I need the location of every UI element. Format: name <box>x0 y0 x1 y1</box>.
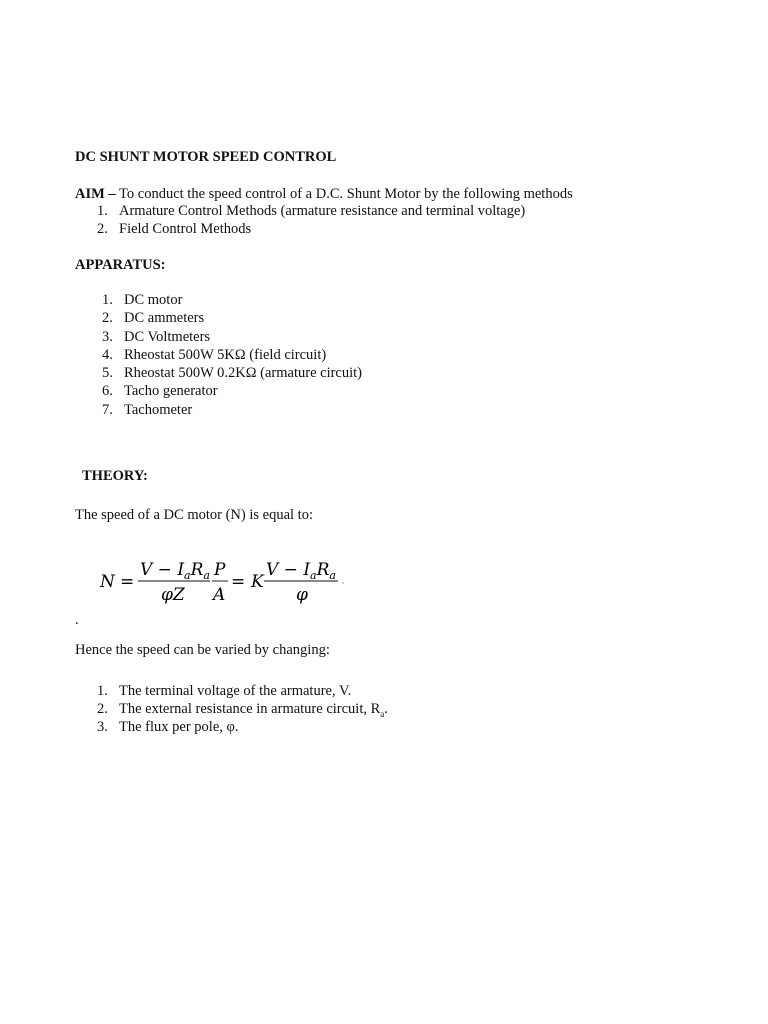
aim-paragraph <box>75 185 573 203</box>
list-text: Armature Control Methods (armature resistance and terminal voltage) <box>119 203 526 219</box>
apparatus-list <box>102 291 362 419</box>
equation-dot <box>342 582 343 583</box>
aim-methods-list <box>97 203 525 238</box>
list-text: The flux per pole, φ. <box>119 719 239 735</box>
list-text: DC ammeters <box>124 310 205 327</box>
list-item <box>102 291 362 309</box>
stray-period: . <box>75 612 79 628</box>
list-text: The terminal voltage of the armature, V. <box>119 683 352 699</box>
list-text: DC motor <box>124 292 183 308</box>
list-number: 6. <box>102 383 113 400</box>
list-number: 5. <box>102 365 113 382</box>
list-number: 7. <box>102 401 113 418</box>
speed-equation <box>98 556 368 606</box>
list-item <box>97 718 388 736</box>
list-item <box>97 221 525 239</box>
fraction-denominator: φZ <box>161 585 185 605</box>
list-item <box>102 328 362 346</box>
list-item <box>102 382 362 400</box>
fraction-denominator: A <box>213 585 226 605</box>
fraction-denominator: φ <box>296 585 308 605</box>
list-item <box>97 203 525 221</box>
theory-intro: The speed of a DC motor (N) is equal to: <box>75 507 313 523</box>
apparatus-heading: APPARATUS: <box>75 257 166 273</box>
fraction-numerator: $V - I_aR_a$ <box>266 560 336 582</box>
list-number: 4. <box>102 346 113 363</box>
list-number: 2. <box>102 310 113 327</box>
list-number: 3. <box>97 719 108 735</box>
hence-paragraph: Hence the speed can be varied by changing: <box>75 642 330 658</box>
equation-lhs: N <box>100 572 115 592</box>
equation-constant: K <box>251 572 264 592</box>
list-number: 1. <box>97 683 108 699</box>
list-item <box>102 346 362 364</box>
list-number: 3. <box>102 328 113 345</box>
list-item <box>102 309 362 327</box>
list-item <box>102 401 362 419</box>
list-text: Tacho generator <box>124 383 218 400</box>
list-text: The external resistance in armature circuit, R <box>119 701 381 717</box>
list-item <box>97 700 388 718</box>
list-item <box>97 682 388 700</box>
list-number: 2. <box>97 220 108 237</box>
list-number: 1. <box>102 292 113 308</box>
equation-equals: = <box>231 572 246 592</box>
list-text: Field Control Methods <box>119 220 252 237</box>
list-text: Rheostat 500W 0.2KΩ (armature circuit) <box>124 365 363 382</box>
theory-heading: THEORY: <box>82 468 148 484</box>
subscript: a <box>380 708 385 719</box>
list-text-end: . <box>384 701 388 717</box>
fraction-numerator: P <box>214 560 226 580</box>
list-number: 1. <box>97 203 108 219</box>
aim-text: To conduct the speed control of a D.C. Shunt Motor by the following methods <box>115 186 573 202</box>
fraction-numerator: $V - I_aR_a$ <box>140 560 210 582</box>
list-item <box>102 364 362 382</box>
aim-label: AIM – <box>75 186 116 202</box>
list-number: 2. <box>97 701 108 717</box>
speed-variation-list <box>97 682 388 736</box>
list-text: Rheostat 500W 5KΩ (field circuit) <box>124 346 327 363</box>
page-title: DC SHUNT MOTOR SPEED CONTROL <box>75 149 337 165</box>
equation-equals: = <box>120 572 135 592</box>
list-text: DC Voltmeters <box>124 328 211 345</box>
list-text: Tachometer <box>124 401 193 418</box>
